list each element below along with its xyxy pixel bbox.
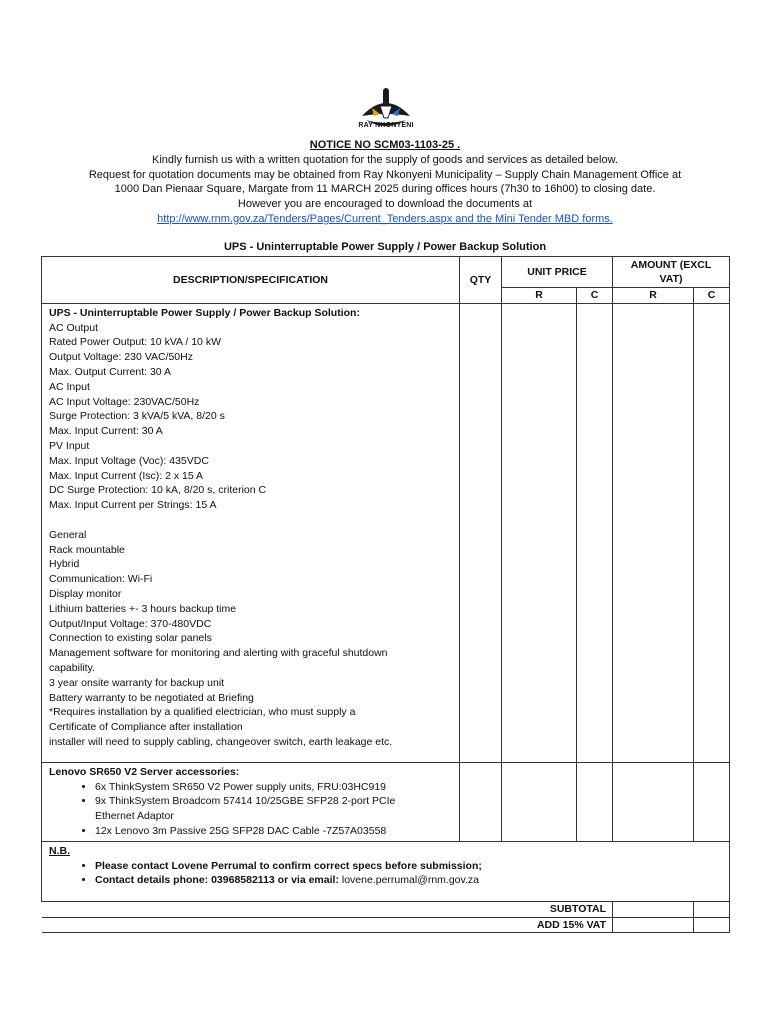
spec-line: AC Output bbox=[49, 321, 99, 334]
lenovo-heading: Lenovo SR650 V2 Server accessories: bbox=[49, 765, 240, 778]
lenovo-item: • 6x ThinkSystem SR650 V2 Power supply units, FRU:03HC919 bbox=[95, 780, 453, 795]
general-line: Hybrid bbox=[49, 558, 80, 571]
general-line: Output/Input Voltage: 370-480VDC bbox=[49, 617, 212, 630]
lenovo-description bbox=[42, 762, 460, 841]
nb-heading: N.B. bbox=[49, 844, 70, 857]
col-unit-price: UNIT PRICE bbox=[502, 257, 613, 288]
nb-contact-label: Contact details phone: 03968582113 or via email: bbox=[95, 874, 339, 887]
spec-line: Max. Input Current per Strings: 15 A bbox=[49, 499, 217, 512]
ups-unit-c-cell[interactable] bbox=[577, 303, 613, 762]
quotation-table bbox=[41, 256, 730, 933]
lenovo-unit-r-cell[interactable] bbox=[502, 762, 577, 841]
lenovo-item: • 9x ThinkSystem Broadcom 57414 10/25GBE SFP28 2-port PCIe Ethernet Adaptor bbox=[95, 794, 453, 824]
ups-amount-r-cell[interactable] bbox=[613, 303, 694, 762]
spec-line: Output Voltage: 230 VAC/50Hz bbox=[49, 351, 193, 364]
spec-line: Max. Output Current: 30 A bbox=[49, 365, 171, 378]
spec-line: DC Surge Protection: 10 kA, 8/20 s, criterion C bbox=[49, 484, 267, 497]
col-amount-r: R bbox=[613, 288, 694, 304]
subtotal-r-cell[interactable] bbox=[613, 901, 694, 917]
col-unit-price-c: C bbox=[577, 288, 613, 304]
subtotal-label: SUBTOTAL bbox=[42, 901, 613, 917]
ups-heading: UPS - Uninterruptable Power Supply / Power Backup Solution: bbox=[49, 306, 360, 319]
general-line: Connection to existing solar panels bbox=[49, 632, 212, 645]
vat-c-cell[interactable] bbox=[694, 917, 730, 933]
table-row-ups bbox=[42, 303, 730, 762]
spec-line: PV Input bbox=[49, 439, 90, 452]
spec-line: Max. Input Current (Isc): 2 x 15 A bbox=[49, 469, 204, 482]
col-description: DESCRIPTION/SPECIFICATION bbox=[42, 257, 460, 304]
nb-item bbox=[95, 873, 723, 888]
table-row-lenovo bbox=[42, 762, 730, 841]
lenovo-item: • 12x Lenovo 3m Passive 25G SFP28 DAC Cable -7Z57A03558 bbox=[95, 824, 453, 839]
spec-line: AC Input bbox=[49, 380, 90, 393]
col-amount-c: C bbox=[694, 288, 730, 304]
subtotal-c-cell[interactable] bbox=[694, 901, 730, 917]
ups-unit-r-cell[interactable] bbox=[502, 303, 577, 762]
lenovo-unit-c-cell[interactable] bbox=[577, 762, 613, 841]
col-qty: QTY bbox=[460, 257, 502, 304]
general-line: Battery warranty to be negotiated at Briefing bbox=[49, 691, 254, 704]
nb-item: • Please contact Lovene Perrumal to confirm correct specs before submission; bbox=[95, 859, 723, 874]
spec-line: Max. Input Voltage (Voc): 435VDC bbox=[49, 454, 209, 467]
vat-label: ADD 15% VAT bbox=[42, 917, 613, 933]
header-line-3: 1000 Dan Pienaar Square, Margate from 11 MARCH 2025 during offices hours (7h30 to 16h00) to closing date. bbox=[114, 183, 656, 195]
col-unit-price-r: R bbox=[502, 288, 577, 304]
nb-email[interactable]: lovene.perrumal@rnm.gov.za bbox=[341, 874, 479, 887]
general-line: Display monitor bbox=[49, 587, 122, 600]
general-line: General bbox=[49, 528, 87, 541]
nb-section bbox=[42, 841, 730, 901]
ray-nkonyeni-logo bbox=[354, 86, 418, 138]
spec-line: AC Input Voltage: 230VAC/50Hz bbox=[49, 395, 200, 408]
header-line-2: Request for quotation documents may be obtained from Ray Nkonyeni Municipality – Supply Chain Management Office at bbox=[88, 169, 682, 181]
general-line: capability. bbox=[49, 661, 95, 674]
header-line-1: Kindly furnish us with a written quotation for the supply of goods and services as detailed below. bbox=[152, 154, 618, 166]
table-title: UPS - Uninterruptable Power Supply / Power Backup Solution bbox=[223, 241, 547, 253]
lenovo-amount-r-cell[interactable] bbox=[613, 762, 694, 841]
general-line: installer will need to supply cabling, changeover switch, earth leakage etc. bbox=[49, 735, 393, 748]
notice-number: NOTICE NO SCM03-1103-25 . bbox=[309, 139, 461, 151]
spec-line: Rated Power Output: 10 kVA / 10 kW bbox=[49, 336, 221, 349]
tender-link[interactable]: http://www.rnm.gov.za/Tenders/Pages/Current_Tenders.aspx and the Mini Tender MBD forms. bbox=[157, 213, 613, 225]
ups-description bbox=[42, 303, 460, 762]
vat-r-cell[interactable] bbox=[613, 917, 694, 933]
general-line: 3 year onsite warranty for backup unit bbox=[49, 676, 225, 689]
lenovo-qty-cell[interactable] bbox=[460, 762, 502, 841]
ups-qty-cell[interactable] bbox=[460, 303, 502, 762]
general-line: *Requires installation by a qualified electrician, who must supply a bbox=[49, 706, 356, 719]
col-amount: AMOUNT (EXCL VAT) bbox=[613, 257, 730, 288]
logo-text: RAY NKONYENI bbox=[358, 122, 414, 129]
spec-line: Surge Protection: 3 kVA/5 kVA, 8/20 s bbox=[49, 410, 225, 423]
general-line: Management software for monitoring and alerting with graceful shutdown bbox=[49, 647, 388, 660]
ups-amount-c-cell[interactable] bbox=[694, 303, 730, 762]
spec-line: Max. Input Current: 30 A bbox=[49, 425, 163, 438]
table-row-vat bbox=[42, 917, 730, 933]
table-row-nb bbox=[42, 841, 730, 901]
general-line: Rack mountable bbox=[49, 543, 125, 556]
lenovo-amount-c-cell[interactable] bbox=[694, 762, 730, 841]
general-line: Lithium batteries +- 3 hours backup time bbox=[49, 602, 237, 615]
general-line: Communication: Wi-Fi bbox=[49, 573, 153, 586]
header-line-4: However you are encouraged to download the documents at bbox=[237, 198, 533, 210]
table-row-subtotal bbox=[42, 901, 730, 917]
general-line: Certificate of Compliance after installation bbox=[49, 721, 243, 734]
